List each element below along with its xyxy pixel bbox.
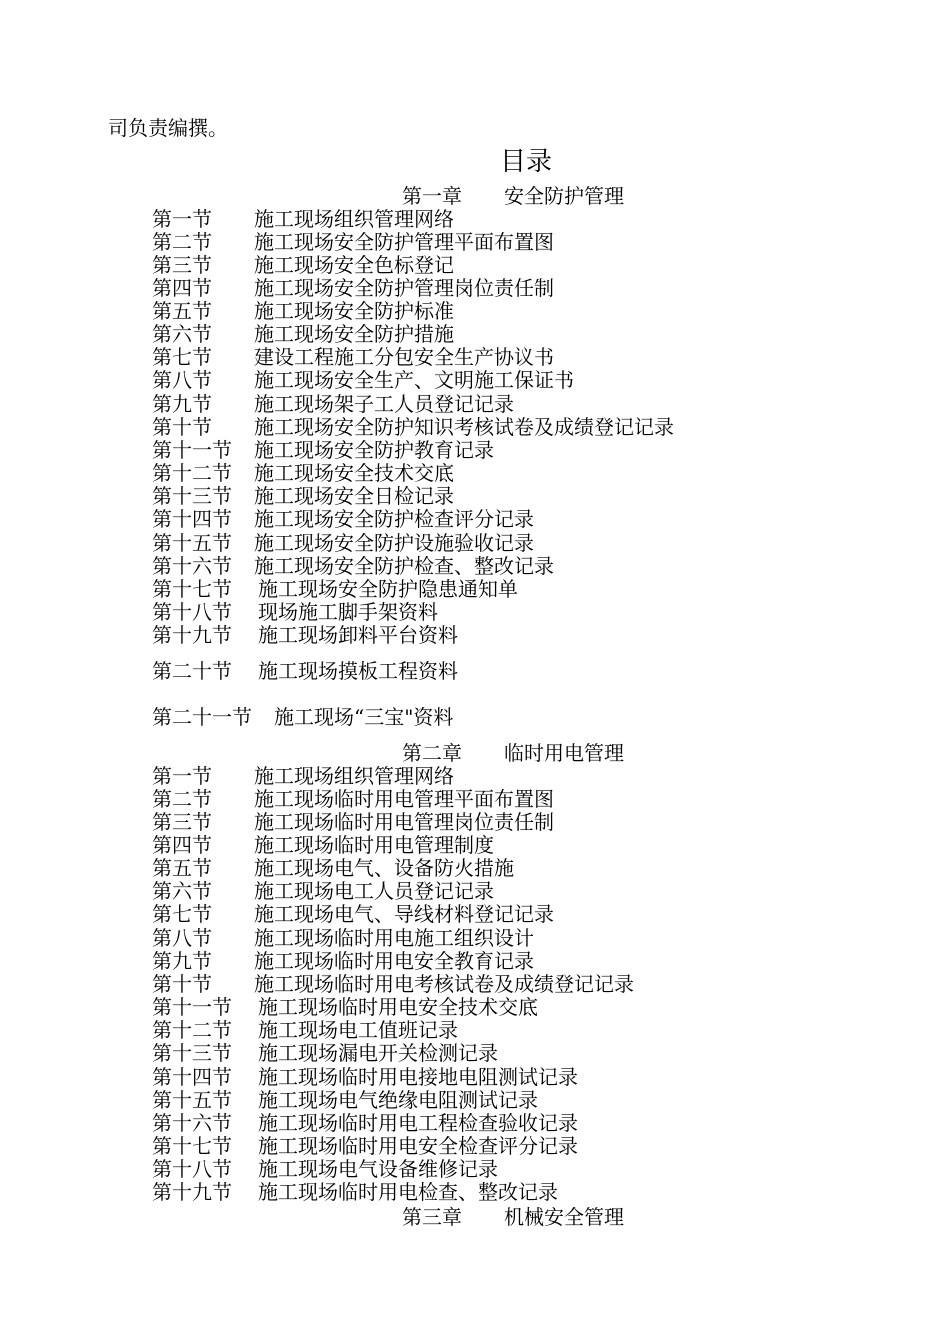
toc-entry (152, 555, 554, 578)
toc-entry (152, 439, 494, 462)
section-number: 第四节 (152, 833, 212, 857)
toc-entry (152, 254, 454, 277)
toc-entry (152, 950, 534, 973)
section-title: 施工现场安全技术交底 (254, 461, 454, 485)
section-number: 第二节 (152, 230, 212, 254)
section-number: 第十四节 (152, 507, 232, 531)
toc-entry (152, 1112, 578, 1135)
section-number: 第十二节 (152, 461, 232, 485)
toc-entry (152, 880, 494, 903)
toc-entry (152, 834, 494, 857)
chapter-number: 第二章 (402, 741, 462, 765)
section-title: 施工现场安全防护检查、整改记录 (254, 554, 554, 578)
chapter-heading-1 (402, 184, 624, 208)
section-title: 施工现场卸料平台资料 (258, 623, 458, 647)
section-number: 第六节 (152, 879, 212, 903)
section-number: 第五节 (152, 299, 212, 323)
section-number: 第十六节 (152, 1111, 232, 1135)
section-title: 施工现场临时用电施工组织设计 (254, 926, 534, 950)
toc-entry (152, 393, 514, 416)
chapter-number: 第一章 (402, 184, 462, 208)
section-number: 第十五节 (152, 531, 232, 555)
section-title: 施工现场漏电开关检测记录 (258, 1041, 498, 1065)
toc-entry (152, 1066, 578, 1089)
toc-entry (152, 462, 454, 485)
section-title: 施工现场电气、设备防火措施 (254, 856, 514, 880)
toc-entry (152, 903, 554, 926)
section-title: 现场施工脚手架资料 (258, 600, 438, 624)
toc-entry (152, 1089, 538, 1112)
section-title: 施工现场“三宝"资料 (274, 705, 454, 729)
section-number: 第十一节 (152, 438, 232, 462)
section-number: 第一节 (152, 207, 212, 231)
section-number: 第十二节 (152, 1018, 232, 1042)
toc-entry (152, 416, 674, 439)
section-title: 施工现场组织管理网络 (254, 764, 454, 788)
toc-entry (152, 231, 554, 254)
section-number: 第十五节 (152, 1088, 232, 1112)
section-number: 第三节 (152, 810, 212, 834)
section-number: 第七节 (152, 902, 212, 926)
toc-entry (152, 208, 454, 231)
section-title: 施工现场临时用电检查、整改记录 (258, 1180, 558, 1204)
section-number: 第十三节 (152, 1041, 232, 1065)
section-number: 第十三节 (152, 484, 232, 508)
toc-entry (152, 660, 458, 683)
section-number: 第八节 (152, 926, 212, 950)
section-title: 施工现场安全日检记录 (254, 484, 454, 508)
section-number: 第七节 (152, 345, 212, 369)
toc-entry (152, 788, 554, 811)
section-title: 施工现场临时用电安全教育记录 (254, 949, 534, 973)
section-number: 第十九节 (152, 1180, 232, 1204)
section-number: 第十八节 (152, 1157, 232, 1181)
section-title: 施工现场组织管理网络 (254, 207, 454, 231)
section-number: 第二十节 (152, 659, 232, 683)
section-title: 施工现场安全色标登记 (254, 253, 454, 277)
section-title: 建设工程施工分包安全生产协议书 (254, 345, 554, 369)
section-title: 施工现场电工值班记录 (258, 1018, 458, 1042)
toc-entry (152, 346, 554, 369)
section-title: 施工现场电气绝缘电阻测试记录 (258, 1088, 538, 1112)
section-number: 第八节 (152, 368, 212, 392)
section-number: 第四节 (152, 276, 212, 300)
toc-entry (152, 927, 534, 950)
toc-entry (152, 765, 454, 788)
section-title: 施工现场安全防护检查评分记录 (254, 507, 534, 531)
toc-entry (152, 485, 454, 508)
toc-entry (152, 1042, 498, 1065)
toc-entry (152, 1019, 458, 1042)
section-title: 施工现场安全防护标准 (254, 299, 454, 323)
toc-entry (152, 277, 554, 300)
section-title: 施工现场安全防护教育记录 (254, 438, 494, 462)
section-number: 第十四节 (152, 1065, 232, 1089)
section-number: 第二节 (152, 787, 212, 811)
section-number: 第六节 (152, 322, 212, 346)
section-title: 施工现场安全防护隐患通知单 (258, 577, 518, 601)
toc-entry (152, 300, 454, 323)
section-number: 第十七节 (152, 577, 232, 601)
chapter-title: 机械安全管理 (504, 1205, 624, 1229)
section-title: 施工现场安全防护管理岗位责任制 (254, 276, 554, 300)
section-title: 施工现场电气、导线材料登记记录 (254, 902, 554, 926)
section-number: 第十九节 (152, 623, 232, 647)
toc-entry (152, 811, 554, 834)
toc-entry (152, 578, 518, 601)
section-title: 施工现场临时用电管理岗位责任制 (254, 810, 554, 834)
chapter-title: 安全防护管理 (504, 184, 624, 208)
section-title: 施工现场临时用电管理制度 (254, 833, 494, 857)
section-number: 第九节 (152, 949, 212, 973)
toc-entry (152, 323, 454, 346)
section-number: 第十七节 (152, 1134, 232, 1158)
section-title: 施工现场架子工人员登记记录 (254, 392, 514, 416)
section-number: 第五节 (152, 856, 212, 880)
toc-entry (152, 508, 534, 531)
section-number: 第二十一节 (152, 705, 252, 729)
toc-entry (152, 624, 458, 647)
section-title: 施工现场安全防护知识考核试卷及成绩登记记录 (254, 415, 674, 439)
toc-entry (152, 532, 534, 555)
toc-entry (152, 1135, 578, 1158)
section-title: 施工现场临时用电管理平面布置图 (254, 787, 554, 811)
toc-title: 目录 (499, 147, 552, 177)
toc-entry (152, 1158, 498, 1181)
toc-entry (152, 601, 438, 624)
section-title: 施工现场摸板工程资料 (258, 659, 458, 683)
section-number: 第十一节 (152, 995, 232, 1019)
toc-entry (152, 1181, 558, 1204)
section-title: 施工现场安全防护管理平面布置图 (254, 230, 554, 254)
section-number: 第十六节 (152, 554, 232, 578)
section-title: 施工现场安全防护措施 (254, 322, 454, 346)
chapter-number: 第三章 (402, 1205, 462, 1229)
section-title: 施工现场安全生产、文明施工保证书 (254, 368, 574, 392)
section-number: 第十八节 (152, 600, 232, 624)
section-number: 第一节 (152, 764, 212, 788)
toc-entry (152, 996, 538, 1019)
chapter-heading-3 (402, 1205, 624, 1229)
preceding-text-fragment: 司负责编撰。 (108, 116, 228, 140)
toc-entry (152, 857, 514, 880)
section-title: 施工现场临时用电考核试卷及成绩登记记录 (254, 972, 634, 996)
section-number: 第九节 (152, 392, 212, 416)
section-title: 施工现场临时用电安全检查评分记录 (258, 1134, 578, 1158)
section-number: 第三节 (152, 253, 212, 277)
chapter-heading-2 (402, 741, 624, 765)
section-title: 施工现场临时用电工程检查验收记录 (258, 1111, 578, 1135)
section-title: 施工现场安全防护设施验收记录 (254, 531, 534, 555)
section-title: 施工现场电工人员登记记录 (254, 879, 494, 903)
section-number: 第十节 (152, 415, 212, 439)
section-title: 施工现场临时用电接地电阻测试记录 (258, 1065, 578, 1089)
toc-entry (152, 706, 453, 729)
section-title: 施工现场电气设备维修记录 (258, 1157, 498, 1181)
section-number: 第十节 (152, 972, 212, 996)
section-title: 施工现场临时用电安全技术交底 (258, 995, 538, 1019)
chapter-title: 临时用电管理 (504, 741, 624, 765)
toc-entry (152, 973, 634, 996)
toc-entry (152, 369, 574, 392)
